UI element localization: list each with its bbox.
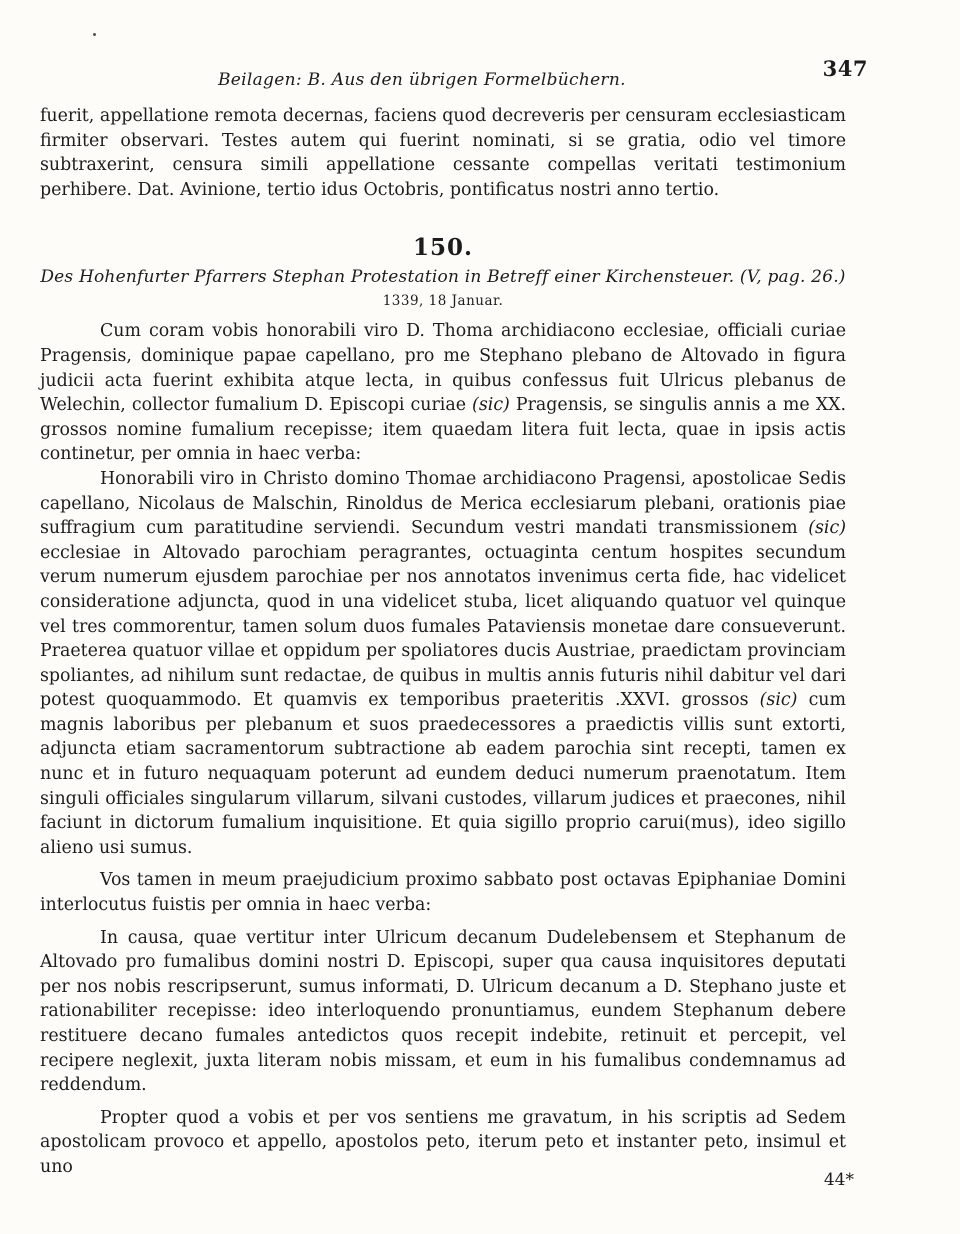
body-paragraph-4: In causa, quae vertitur inter Ulricum decanum Dudelebensem et Stephanum de Altovado pro fumalibus domini nostri D. Episcopi, super qua causa inquisitores deputati per nos nobis rescripserunt, sumus informati, D. Ulricum decanum a D. Stephano juste et rationabiliter recepisse: ideo interloquendo pronuntiamus, eundem Stephanum debere restituere decano fumales antedictos quos recepit indebite, retinuit et percepit, vel recipere neglexit, juxta literam nobis missam, et eum in his fumalibus condemnamus ad reddendum. bbox=[40, 927, 846, 1096]
text-run: Cum coram vobis honorabili viro D. Thoma archidiacono ecclesiae, officiali curiae Pragensis, dominique papae capellano, pro me Stephano plebano de Altovado in figura judicii acta fuerint exhibita atque lecta, in quibus confessus fuit Ulricus plebanus de Welechin, collector fumalium D. Episcopi curiae bbox=[40, 321, 846, 416]
page-header bbox=[40, 52, 868, 92]
sic-note: (sic) bbox=[472, 395, 510, 416]
body-paragraph-5: Propter quod a vobis et per vos sentiens me gravatum, in his scriptis ad Sedem apostolicam provoco et appello, apostolos peto, iterum peto et instanter peto, insimul et uno bbox=[40, 1107, 846, 1177]
text-run: Honorabili viro in Christo domino Thomae archidiacono Pragensi, apostolicae Sedis capellano, Nicolaus de Malschin, Rinoldus de Merica ecclesiarum plebani, orationis piae suffragium cum paratitudine serviendi. Secundum vestri mandati transmissionem bbox=[40, 468, 846, 539]
page-number: 347 bbox=[822, 56, 868, 81]
body-paragraph-1 bbox=[40, 319, 846, 467]
document-number: 150. bbox=[412, 234, 474, 262]
text-run: cum magnis laboribus per plebanum et suos praedecessores a praedictis villis sunt extorti, adjuncta etiam sacramentorum subtractione ab eadem parochia sint recepti, tamen ex nunc et in futuro nequaquam poterunt ad eundem deduci numerum praenotatum. Item singuli officiales singularum villarum, silvani custodes, villarum judices et praecones, nihil faciunt in dictorum fumalium inquisitione. Et quia sigillo proprio carui(mus), ideo sigillo alieno usi sumus. bbox=[40, 690, 846, 858]
text-run: ecclesiae in Altovado parochiam peragrantes, octuaginta centum hospites secundum verum numerum ejusdem parochiae per nos annotatos invenimus certa fide, hac videlicet consideratione adjuncta, quod in una videlicet stuba, licet aliquando quatuor vel quinque vel tres commorentur, tamen solum duos fumales Pataviensis monetae dare consueverunt. Praeterea quatuor villae et oppidum per spoliatores ducis Austriae, praedictam provinciam spoliantes, ad nihilum sunt redactae, de quibus in multis annis futuris nihil dabitur vel dari potest quoquammodo. Et quamvis ex temporibus praeteritis .XXVI. grossos bbox=[40, 542, 846, 711]
page bbox=[40, 52, 868, 1190]
sic-note: (sic) bbox=[759, 690, 798, 711]
body-paragraph-3: Vos tamen in meum praejudicium proximo sabbato post octavas Epiphaniae Domini interlocutus fuistis per omnia in haec verba: bbox=[40, 870, 846, 916]
continued-paragraph: fuerit, appellatione remota decernas, faciens quod decreveris per censuram ecclesiasticam firmiter observari. Testes autem qui fuerint nominati, si se gratia, odio vel timore subtraxerint, censura simili appellatione cessante compellas veritati testimonium perhibere. Dat. Avinione, tertio idus Octobris, pontificatus nostri anno tertio. bbox=[40, 106, 846, 200]
body-paragraph-2 bbox=[40, 467, 846, 861]
signature-mark: 44* bbox=[823, 1170, 854, 1190]
document-date: 1339, 18 Januar. bbox=[382, 293, 504, 310]
text-run: Pragensis, se singulis annis a me XX. grossos nomine fumalium recepisse; item quaedam litera fuit lecta, quae in ipsis actis continetur, per omnia in haec verba: bbox=[40, 395, 847, 465]
document-title: Des Hohenfurter Pfarrers Stephan Protestation in Betreff einer Kirchensteuer. (V, pag. 26.) bbox=[40, 267, 846, 288]
sic-note: (sic) bbox=[808, 518, 846, 539]
running-title: Beilagen: B. Aus den übrigen Formelbüchern. bbox=[218, 70, 626, 90]
stray-mark bbox=[93, 33, 96, 36]
